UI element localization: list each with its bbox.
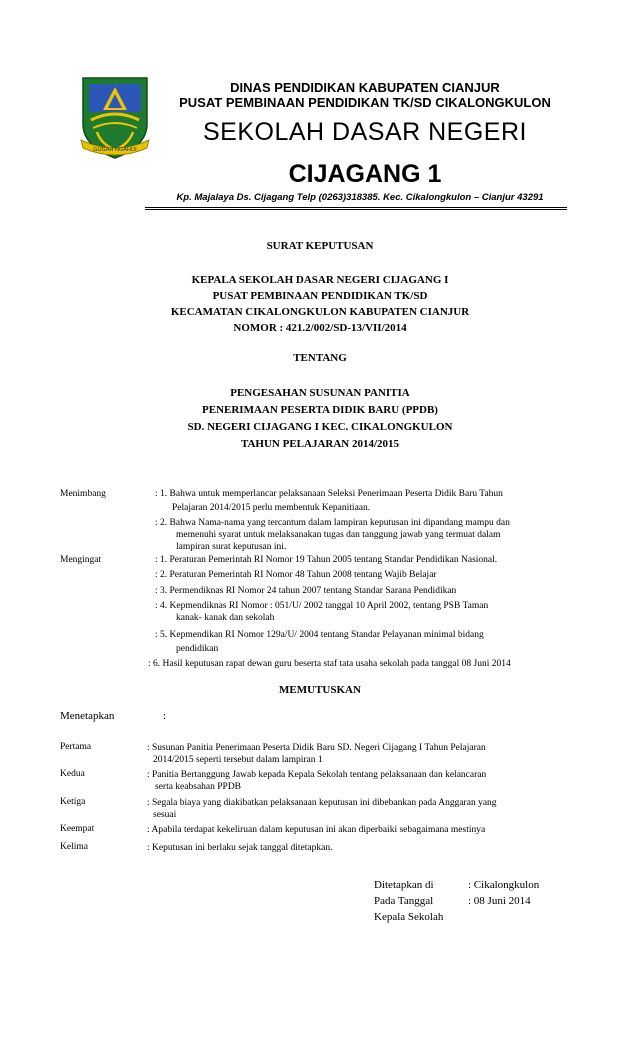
school-address: Kp. Majalaya Ds. Cijagang Telp (0263)318385. Kec. Cikalongkulon – Cianjur 43291 [176,192,544,203]
decision-text: : Susunan Panitia Penerimaan Peserta Didik Baru SD. Negeri Cijagang I Tahun Pelajaran 2014/2015 seperti tersebut dalam lampiran 1 [147,743,486,765]
menimbang-item: lampiran surat keputusan ini. [176,542,287,552]
header-divider [145,207,567,208]
subject-line: PENGESAHAN SUSUNAN PANITIA [230,387,410,399]
decision-text: : Segala biaya yang diakibatkan pelaksanaan keputusan ini dibebankan pada Anggaran yang sesuai [147,798,497,820]
signatory-role: Kepala Sekolah [374,911,444,923]
mengingat-item: : 1. Peraturan Pemerintah RI Nomor 19 Tahun 2005 tentang Standar Pendidikan Nasional. [155,555,498,565]
menimbang-item: : 1. Bahwa untuk memperlancar pelaksanaan Seleksi Penerimaan Peserta Didik Baru Tahun [155,489,503,499]
decision-text: : Apabila terdapat kekeliruan dalam keputusan ini akan diperbaiki sebagaimana mestinya [147,825,486,835]
decision-text: : Keputusan ini berlaku sejak tanggal ditetapkan. [147,843,333,853]
document-type: SURAT KEPUTUSAN [266,240,374,252]
mengingat-item: pendidikan [176,644,219,654]
decree-number: NOMOR : 421.2/002/SD-13/VII/2014 [233,322,407,334]
decision-text: : Panitia Bertanggung Jawab kepada Kepala Sekolah tentang pelaksanaan dan kelancaran serta keabsahan PPDB [147,770,487,792]
menimbang-item: Pelajaran 2014/2015 perlu membentuk Kepanitiaan. [172,503,371,513]
issuer-line: KECAMATAN CIKALONGKULON KABUPATEN CIANJUR [170,306,470,318]
date-label: Pada Tanggal [374,895,434,907]
menetapkan-label: Menetapkan [60,710,115,722]
sub-agency-name: PUSAT PEMBINAAN PENDIDIKAN TK/SD CIKALONGKULON [179,95,551,110]
place-label: Ditetapkan di [374,879,434,891]
school-name-line2: CIJAGANG 1 [288,160,442,188]
date-value: : 08 Juni 2014 [468,895,531,907]
tentang-heading: TENTANG [293,352,347,364]
mengingat-item: : 6. Hasil keputusan rapat dewan guru beserta staf tata usaha sekolah pada tanggal 08 Juni 2014 [148,659,511,669]
mengingat-label: Mengingat [60,555,102,565]
menetapkan-colon: : [163,710,167,722]
decision-label: Pertama [60,742,92,752]
menimbang-item: : 2. Bahwa Nama-nama yang tercantum dalam lampiran keputusan ini dipandang mampu dan [155,518,510,528]
mengingat-item: : 5. Kepmendikan RI Nomor 129a/U/ 2004 tentang Standar Pelayanan minimal bidang [155,630,484,640]
ribbon-text: GUGAH NGAHIJI [93,147,137,153]
decision-label: Ketiga [60,797,86,807]
decision-label: Kedua [60,769,85,779]
mengingat-item: : 4. Kepmendiknas RI Nomor : 051/U/ 2002 tanggal 10 April 2002, tentang PSB Taman [155,601,489,611]
place-value: : Cikalongkulon [468,879,540,891]
subject-line: PENERIMAAN PESERTA DIDIK BARU (PPDB) [202,404,438,416]
subject-line: SD. NEGERI CIJAGANG I KEC. CIKALONGKULON [187,421,453,433]
subject-line: TAHUN PELAJARAN 2014/2015 [240,438,400,450]
decision-label: Kelima [60,842,88,852]
issuer-line: KEPALA SEKOLAH DASAR NEGERI CIJAGANG I [191,274,449,286]
agency-name: DINAS PENDIDIKAN KABUPATEN CIANJUR [230,80,500,95]
decision-label: Keempat [60,824,95,834]
memutuskan-heading: MEMUTUSKAN [279,684,361,696]
cianjur-emblem-icon [75,72,155,162]
issuer-line: PUSAT PEMBINAAN PENDIDIKAN TK/SD [212,290,428,302]
mengingat-item: kanak- kanak dan sekolah [176,613,275,623]
menimbang-label: Menimbang [60,489,106,499]
mengingat-item: : 3. Permendiknas RI Nomor 24 tahun 2007 tentang Standar Sarana Pendidikan [155,586,457,596]
school-name-line1: SEKOLAH DASAR NEGERI [203,118,527,146]
menimbang-item: memenuhi syarat untuk melaksanakan tugas dan tanggung jawab yang termuat dalam [176,530,501,540]
header-divider-thin [145,209,567,210]
mengingat-item: : 2. Peraturan Pemerintah RI Nomor 48 Tahun 2008 tentang Wajib Belajar [155,570,437,580]
